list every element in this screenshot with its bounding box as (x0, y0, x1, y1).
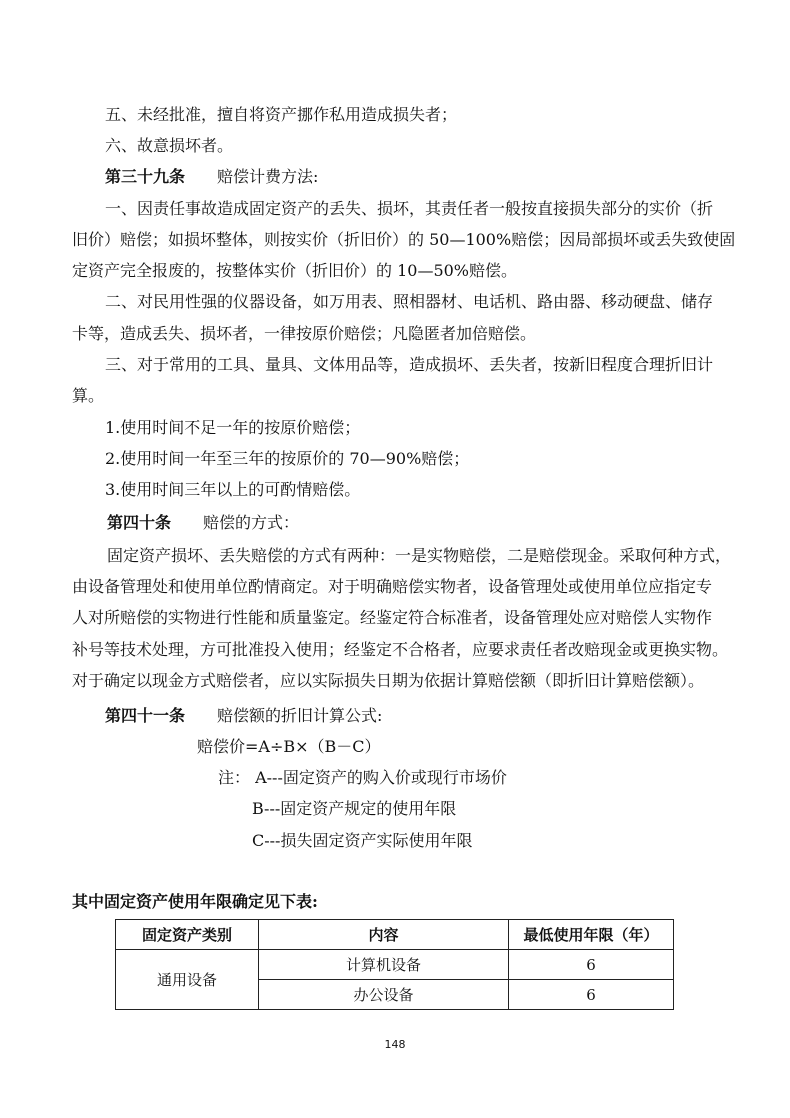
paragraph-line: 旧价）赔偿；如损坏整体，则按实价（折旧价）的 50—100%赔偿；因局部损坏或丢失致使固 (72, 230, 736, 249)
paragraph-line: 补号等技术处理，方可批准投入使用；经鉴定不合格者，应要求责任者改赔现金或更换实物。 (72, 640, 729, 659)
column-header: 最低使用年限（年） (509, 920, 674, 950)
list-item: 2.使用时间一年至三年的按原价的 70—90%赔偿； (105, 449, 470, 468)
note-b: B---固定资产规定的使用年限 (252, 799, 457, 818)
page-number: 148 (384, 1038, 406, 1051)
paragraph-line: 对于确定以现金方式赔偿者，应以实际损失日期为依据计算赔偿额（即折旧计算赔偿额）。 (72, 671, 705, 690)
article-40-heading (107, 513, 299, 533)
years-cell: 6 (509, 950, 674, 980)
article-41-title: 第四十一条 (105, 706, 186, 725)
note-c: C---损失固定资产实际使用年限 (252, 831, 473, 850)
paragraph-line: 由设备管理处和使用单位酌情商定。对于明确赔偿实物者，设备管理处或使用单位应指定专 (72, 577, 713, 596)
paragraph-line: 算。 (72, 386, 105, 405)
article-39-subtitle: 赔偿计费方法: (217, 167, 319, 186)
formula: 赔偿价=A÷B×（B－C） (197, 737, 381, 756)
article-40-title: 第四十条 (107, 513, 172, 532)
content-cell: 计算机设备 (259, 950, 509, 980)
paragraph-line: 定资产完全报废的，按整体实价（折旧价）的 10—50%赔偿。 (72, 261, 518, 280)
paragraph-line: 二、对民用性强的仪器设备，如万用表、照相器材、电话机、路由器、移动硬盘、储存 (105, 292, 714, 311)
article-40-subtitle: 赔偿的方式： (203, 513, 300, 532)
note-a: 注： A---固定资产的购入价或现行市场价 (218, 768, 507, 787)
service-life-table (115, 919, 674, 1010)
paragraph-line: 固定资产损坏、丢失赔偿的方式有两种：一是实物赔偿，二是赔偿现金。采取何种方式， (107, 546, 732, 565)
column-header: 内容 (259, 920, 509, 950)
table-caption: 其中固定资产使用年限确定见下表: (72, 892, 318, 911)
clause-six: 六、故意损坏者。 (105, 136, 234, 155)
content-cell: 办公设备 (259, 980, 509, 1010)
list-item: 3.使用时间三年以上的可酌情赔偿。 (105, 480, 361, 499)
category-cell: 通用设备 (116, 950, 259, 1010)
years-cell: 6 (509, 980, 674, 1010)
list-item: 1.使用时间不足一年的按原价赔偿； (105, 418, 361, 437)
article-41-heading (105, 706, 382, 726)
paragraph-line: 人对所赔偿的实物进行性能和质量鉴定。经鉴定符合标准者，设备管理处应对赔偿人实物作 (72, 608, 713, 627)
article-39-title: 第三十九条 (105, 167, 186, 186)
article-41-subtitle: 赔偿额的折旧计算公式: (217, 706, 383, 725)
table-header-row (116, 920, 674, 950)
paragraph-line: 三、对于常用的工具、量具、文体用品等，造成损坏、丢失者，按新旧程度合理折旧计 (105, 355, 714, 374)
paragraph-line: 一、因责任事故造成固定资产的丢失、损坏，其责任者一般按直接损失部分的实价（折 (105, 199, 714, 218)
clause-five: 五、未经批准，擅自将资产挪作私用造成损失者； (105, 105, 458, 124)
article-39-heading (105, 167, 318, 187)
paragraph-line: 卡等，造成丢失、损坏者，一律按原价赔偿；凡隐匿者加倍赔偿。 (72, 324, 537, 343)
column-header: 固定资产类别 (116, 920, 259, 950)
table-row (116, 950, 674, 980)
